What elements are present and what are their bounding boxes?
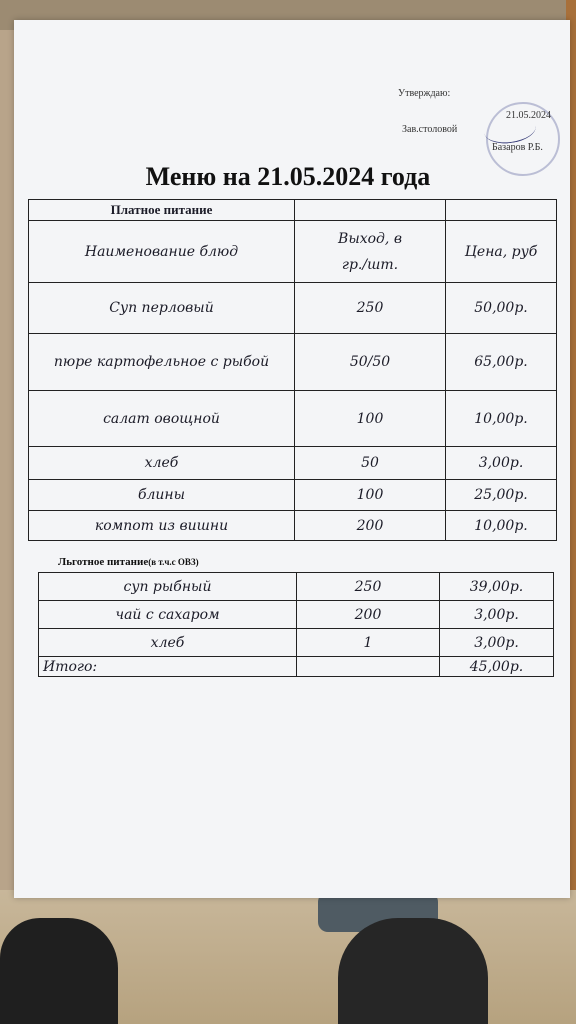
benefit-menu-table [38,572,554,677]
dish-output: 100 [295,391,446,447]
dish-name: пюре картофельное с рыбой [29,334,295,391]
total-label: Итого: [39,657,297,677]
approval-date: 21.05.2024 [506,110,551,121]
dish-price: 10,00р. [446,511,557,541]
table-row [29,200,557,221]
table-row [39,601,554,629]
column-header-row [29,221,557,283]
shoe-left [0,918,118,1024]
dish-name: чай с сахаром [39,601,297,629]
dish-price: 39,00р. [440,573,554,601]
empty-cell [297,657,440,677]
section-header: Платное питание [29,200,295,221]
approval-name: Базаров Р.Б. [492,142,543,153]
dish-output: 50 [295,447,446,480]
total-value: 45,00р. [440,657,554,677]
dish-output: 200 [295,511,446,541]
table-row [29,447,557,480]
dish-price: 3,00р. [440,629,554,657]
dish-name: Суп перловый [29,283,295,334]
dish-name: салат овощной [29,391,295,447]
dish-name: компот из вишни [29,511,295,541]
table-row [29,480,557,511]
column-header-output-line2: гр./шт. [341,256,399,273]
approval-label: Утверждаю: [398,88,451,99]
dish-output: 250 [295,283,446,334]
table-row [29,283,557,334]
dish-output: 100 [295,480,446,511]
dish-name: суп рыбный [39,573,297,601]
dish-price: 3,00р. [440,601,554,629]
dish-price: 65,00р. [446,334,557,391]
total-row [39,657,554,677]
table-row [39,573,554,601]
empty-cell [295,200,446,221]
empty-cell [446,200,557,221]
shoe-right [338,918,488,1024]
column-header-price: Цена, руб [446,221,557,283]
benefit-section-label [58,556,199,568]
table-row [29,334,557,391]
page-title: Меню на 21.05.2024 года [145,162,431,191]
dish-price: 25,00р. [446,480,557,511]
dish-price: 10,00р. [446,391,557,447]
dish-output: 250 [297,573,440,601]
table-row [29,511,557,541]
dish-name: хлеб [29,447,295,480]
benefit-section-title: Льготное питание [58,556,149,568]
dish-price: 3,00р. [446,447,557,480]
column-header-name: Наименование блюд [29,221,295,283]
dish-output: 1 [297,629,440,657]
table-row [29,391,557,447]
dish-price: 50,00р. [446,283,557,334]
dish-output: 200 [297,601,440,629]
dish-output: 50/50 [295,334,446,391]
column-header-output-line1: Выход, в [338,230,402,247]
dish-name: блины [29,480,295,511]
table-row [39,629,554,657]
paid-menu-table [28,199,557,541]
dish-name: хлеб [39,629,297,657]
benefit-section-note: (в т.ч.с ОВЗ) [148,557,199,567]
approval-role: Зав.столовой [402,124,458,135]
column-header-output [295,221,446,283]
